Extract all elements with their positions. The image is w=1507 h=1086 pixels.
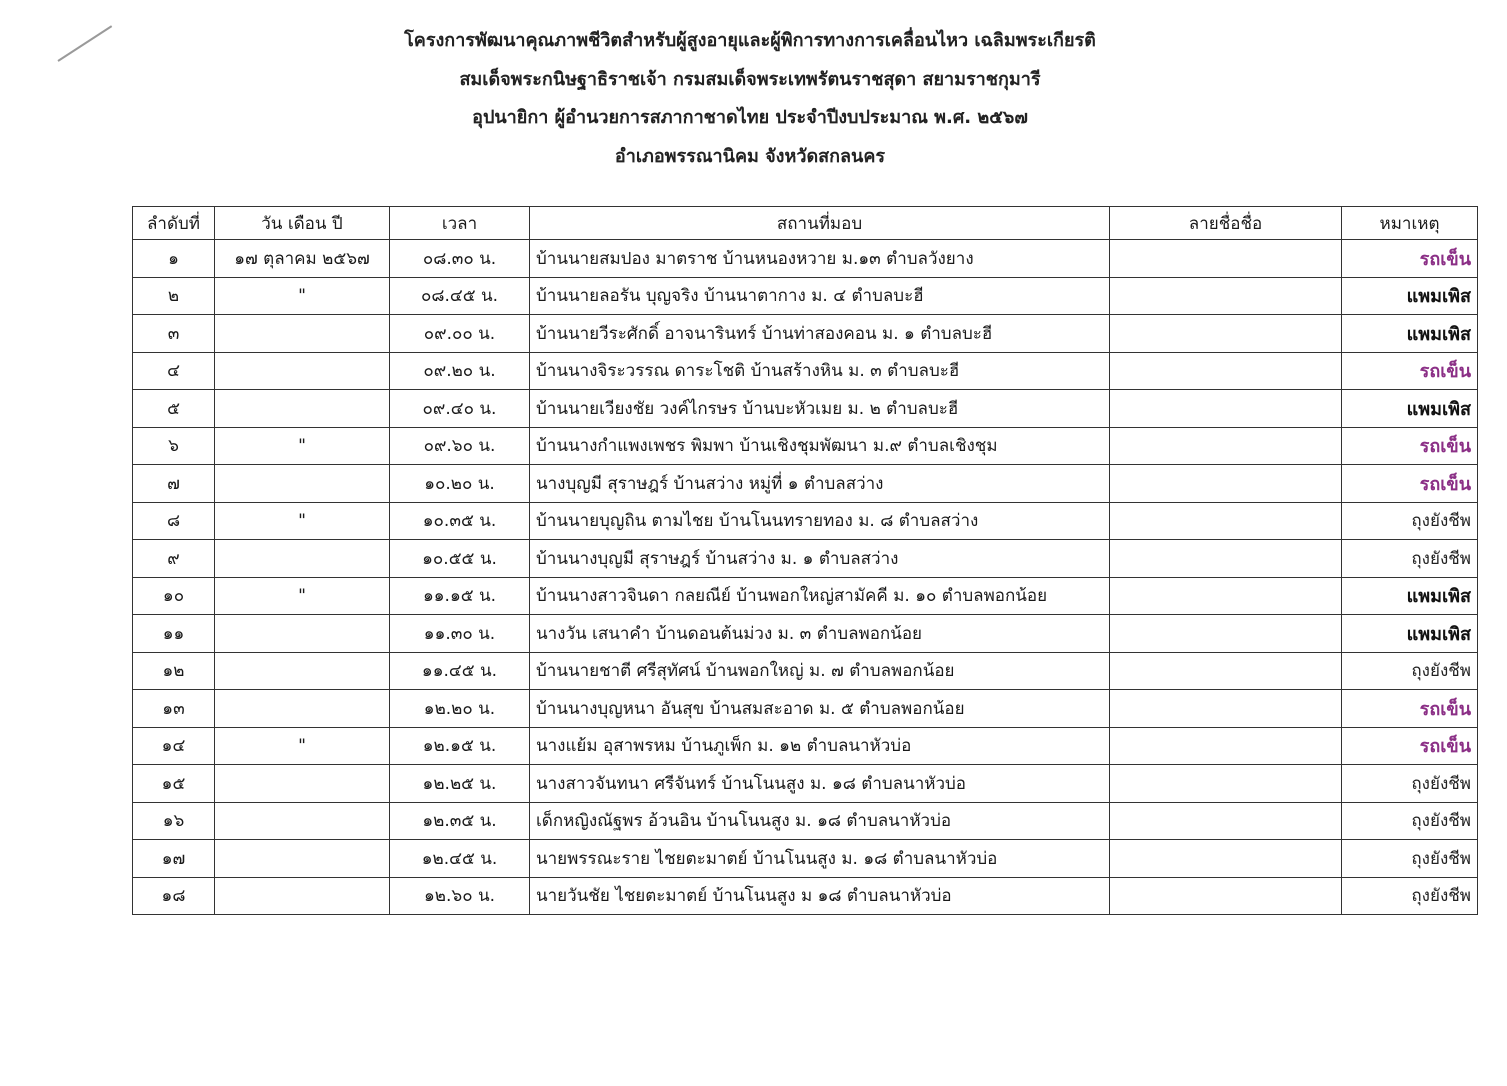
row-time: ๐๘.๓๐ น. [390, 240, 530, 278]
row-time: ๐๙.๖๐ น. [390, 427, 530, 465]
row-note: ถุงยังชีพ [1342, 765, 1478, 803]
signature-cell [1110, 315, 1342, 353]
row-number: ๑๘ [133, 877, 215, 915]
row-time: ๑๑.๔๕ น. [390, 652, 530, 690]
row-date: " [215, 502, 390, 540]
row-number: ๗ [133, 465, 215, 503]
row-place: บ้านนางบุญมี สุราษฎร์ บ้านสว่าง ม. ๑ ตำบลสว่าง [530, 540, 1110, 578]
row-time: ๑๐.๒๐ น. [390, 465, 530, 503]
row-date: " [215, 277, 390, 315]
signature-cell [1110, 427, 1342, 465]
signature-cell [1110, 240, 1342, 278]
row-number: ๒ [133, 277, 215, 315]
row-place: บ้านนายบุญถิน ตามไชย บ้านโนนทรายทอง ม. ๘ ตำบลสว่าง [530, 502, 1110, 540]
signature-cell [1110, 352, 1342, 390]
table-row [133, 690, 1478, 728]
row-place: นางสาวจันทนา ศรีจันทร์ บ้านโนนสูง ม. ๑๘ ตำบลนาหัวบ่อ [530, 765, 1110, 803]
signature-cell [1110, 502, 1342, 540]
signature-cell [1110, 802, 1342, 840]
row-note: รถเข็น [1342, 465, 1478, 503]
table-row [133, 615, 1478, 653]
row-time: ๑๐.๕๕ น. [390, 540, 530, 578]
schedule-table [132, 206, 1478, 915]
signature-cell [1110, 277, 1342, 315]
signature-cell [1110, 765, 1342, 803]
col-header-date: วัน เดือน ปี [215, 207, 390, 240]
row-time: ๑๒.๓๕ น. [390, 802, 530, 840]
table-row [133, 652, 1478, 690]
row-date: ๑๗ ตุลาคม ๒๕๖๗ [215, 240, 390, 278]
row-note: แพมเพิส [1342, 277, 1478, 315]
signature-cell [1110, 727, 1342, 765]
table-header-row [133, 207, 1478, 240]
row-time: ๐๘.๔๕ น. [390, 277, 530, 315]
row-place: บ้านนางสาวจินดา กลยณีย์ บ้านพอกใหญ่สามัคคี ม. ๑๐ ตำบลพอกน้อย [530, 577, 1110, 615]
row-number: ๙ [133, 540, 215, 578]
row-note: ถุงยังชีพ [1342, 840, 1478, 878]
row-number: ๑๔ [133, 727, 215, 765]
table-row [133, 577, 1478, 615]
row-number: ๘ [133, 502, 215, 540]
row-place: บ้านนายวีระศักดิ์ อาจนารินทร์ บ้านท่าสองคอน ม. ๑ ตำบลบะฮี [530, 315, 1110, 353]
signature-cell [1110, 577, 1342, 615]
table-row [133, 465, 1478, 503]
row-date: " [215, 577, 390, 615]
row-number: ๑ [133, 240, 215, 278]
header-line-4: อำเภอพรรณานิคม จังหวัดสกลนคร [614, 145, 886, 167]
row-time: ๑๒.๒๐ น. [390, 690, 530, 728]
table-row [133, 502, 1478, 540]
row-note: แพมเพิส [1342, 577, 1478, 615]
signature-cell [1110, 690, 1342, 728]
row-date [215, 540, 390, 578]
row-note: ถุงยังชีพ [1342, 802, 1478, 840]
row-note: รถเข็น [1342, 352, 1478, 390]
row-note: รถเข็น [1342, 240, 1478, 278]
header-line-3: อุปนายิกา ผู้อำนวยการสภากาชาดไทย ประจำปีงบประมาณ พ.ศ. ๒๕๖๗ [472, 107, 1028, 128]
table-row [133, 427, 1478, 465]
row-time: ๑๒.๑๕ น. [390, 727, 530, 765]
signature-cell [1110, 465, 1342, 503]
row-time: ๑๑.๑๕ น. [390, 577, 530, 615]
table-row [133, 727, 1478, 765]
row-place: บ้านนายเวียงชัย วงค์ไกรษร บ้านบะหัวเมย ม. ๒ ตำบลบะฮี [530, 390, 1110, 428]
signature-cell [1110, 615, 1342, 653]
row-time: ๐๙.๔๐ น. [390, 390, 530, 428]
signature-cell [1110, 840, 1342, 878]
row-note: รถเข็น [1342, 727, 1478, 765]
row-note: ถุงยังชีพ [1342, 877, 1478, 915]
table-row [133, 540, 1478, 578]
row-number: ๖ [133, 427, 215, 465]
table-row [133, 877, 1478, 915]
table-row [133, 765, 1478, 803]
row-time: ๐๙.๒๐ น. [390, 352, 530, 390]
row-number: ๑๒ [133, 652, 215, 690]
col-header-signature: ลายชื่อชื่อ [1110, 207, 1342, 240]
col-header-place: สถานที่มอบ [530, 207, 1110, 240]
row-date [215, 390, 390, 428]
row-number: ๑๗ [133, 840, 215, 878]
row-date [215, 690, 390, 728]
row-note: แพมเพิส [1342, 390, 1478, 428]
col-header-no: ลำดับที่ [133, 207, 215, 240]
row-date [215, 652, 390, 690]
row-date [215, 352, 390, 390]
header-line-1: โครงการพัฒนาคุณภาพชีวิตสำหรับผู้สูงอายุและผู้พิการทางการเคลื่อนไหว เฉลิมพระเกียรติ [404, 30, 1096, 51]
row-place: บ้านนายชาตี ศรีสุทัศน์ บ้านพอกใหญ่ ม. ๗ ตำบลพอกน้อย [530, 652, 1110, 690]
row-time: ๑๑.๓๐ น. [390, 615, 530, 653]
row-date [215, 315, 390, 353]
row-place: นายวันชัย ไชยตะมาตย์ บ้านโนนสูง ม ๑๘ ตำบลนาหัวบ่อ [530, 877, 1110, 915]
row-time: ๐๙.๐๐ น. [390, 315, 530, 353]
row-note: ถุงยังชีพ [1342, 502, 1478, 540]
table-row [133, 277, 1478, 315]
row-date: " [215, 727, 390, 765]
table-row [133, 802, 1478, 840]
table-row [133, 240, 1478, 278]
row-date [215, 465, 390, 503]
row-date [215, 765, 390, 803]
row-place: นายพรรณะราย ไชยตะมาตย์ บ้านโนนสูง ม. ๑๘ ตำบลนาหัวบ่อ [530, 840, 1110, 878]
row-note: แพมเพิส [1342, 315, 1478, 353]
row-note: แพมเพิส [1342, 615, 1478, 653]
row-date: " [215, 427, 390, 465]
row-date [215, 615, 390, 653]
table-body [133, 240, 1478, 915]
row-number: ๔ [133, 352, 215, 390]
row-place: นางบุญมี สุราษฎร์ บ้านสว่าง หมู่ที่ ๑ ตำบลสว่าง [530, 465, 1110, 503]
row-date [215, 877, 390, 915]
row-note: รถเข็น [1342, 427, 1478, 465]
row-number: ๕ [133, 390, 215, 428]
table-row [133, 315, 1478, 353]
row-time: ๑๐.๓๕ น. [390, 502, 530, 540]
row-note: รถเข็น [1342, 690, 1478, 728]
row-place: นางแย้ม อุสาพรหม บ้านภูเพ็ก ม. ๑๒ ตำบลนาหัวบ่อ [530, 727, 1110, 765]
row-time: ๑๒.๔๕ น. [390, 840, 530, 878]
signature-cell [1110, 652, 1342, 690]
row-place: บ้านนายสมปอง มาตราช บ้านหนองหวาย ม.๑๓ ตำบลวังยาง [530, 240, 1110, 278]
row-number: ๑๑ [133, 615, 215, 653]
row-time: ๑๒.๒๕ น. [390, 765, 530, 803]
row-place: บ้านนางกำแพงเพชร พิมพา บ้านเชิงชุมพัฒนา ม.๙ ตำบลเชิงชุม [530, 427, 1110, 465]
row-time: ๑๒.๖๐ น. [390, 877, 530, 915]
row-number: ๑๓ [133, 690, 215, 728]
row-place: บ้านนายลอรัน บุญจริง บ้านนาตากาง ม. ๔ ตำบลบะฮี [530, 277, 1110, 315]
row-place: นางวัน เสนาคำ บ้านดอนต้นม่วง ม. ๓ ตำบลพอกน้อย [530, 615, 1110, 653]
signature-cell [1110, 390, 1342, 428]
document-header [300, 22, 1200, 176]
row-place: บ้านนางบุญหนา อันสุข บ้านสมสะอาด ม. ๕ ตำบลพอกน้อย [530, 690, 1110, 728]
pen-mark [57, 25, 112, 62]
row-number: ๑๖ [133, 802, 215, 840]
signature-cell [1110, 540, 1342, 578]
row-note: ถุงยังชีพ [1342, 652, 1478, 690]
header-line-2: สมเด็จพระกนิษฐาธิราชเจ้า กรมสมเด็จพระเทพรัตนราชสุดา สยามราชกุมารี [459, 68, 1041, 90]
row-place: บ้านนางจิระวรรณ ดาระโชติ บ้านสร้างหิน ม. ๓ ตำบลบะฮี [530, 352, 1110, 390]
row-number: ๑๐ [133, 577, 215, 615]
col-header-time: เวลา [390, 207, 530, 240]
row-date [215, 840, 390, 878]
row-number: ๓ [133, 315, 215, 353]
table-row [133, 840, 1478, 878]
table-row [133, 352, 1478, 390]
row-date [215, 802, 390, 840]
col-header-note: หมาเหตุ [1342, 207, 1478, 240]
table-row [133, 390, 1478, 428]
row-note: ถุงยังชีพ [1342, 540, 1478, 578]
row-place: เด็กหญิงณัฐพร อ้วนอิน บ้านโนนสูง ม. ๑๘ ตำบลนาหัวบ่อ [530, 802, 1110, 840]
row-number: ๑๕ [133, 765, 215, 803]
signature-cell [1110, 877, 1342, 915]
